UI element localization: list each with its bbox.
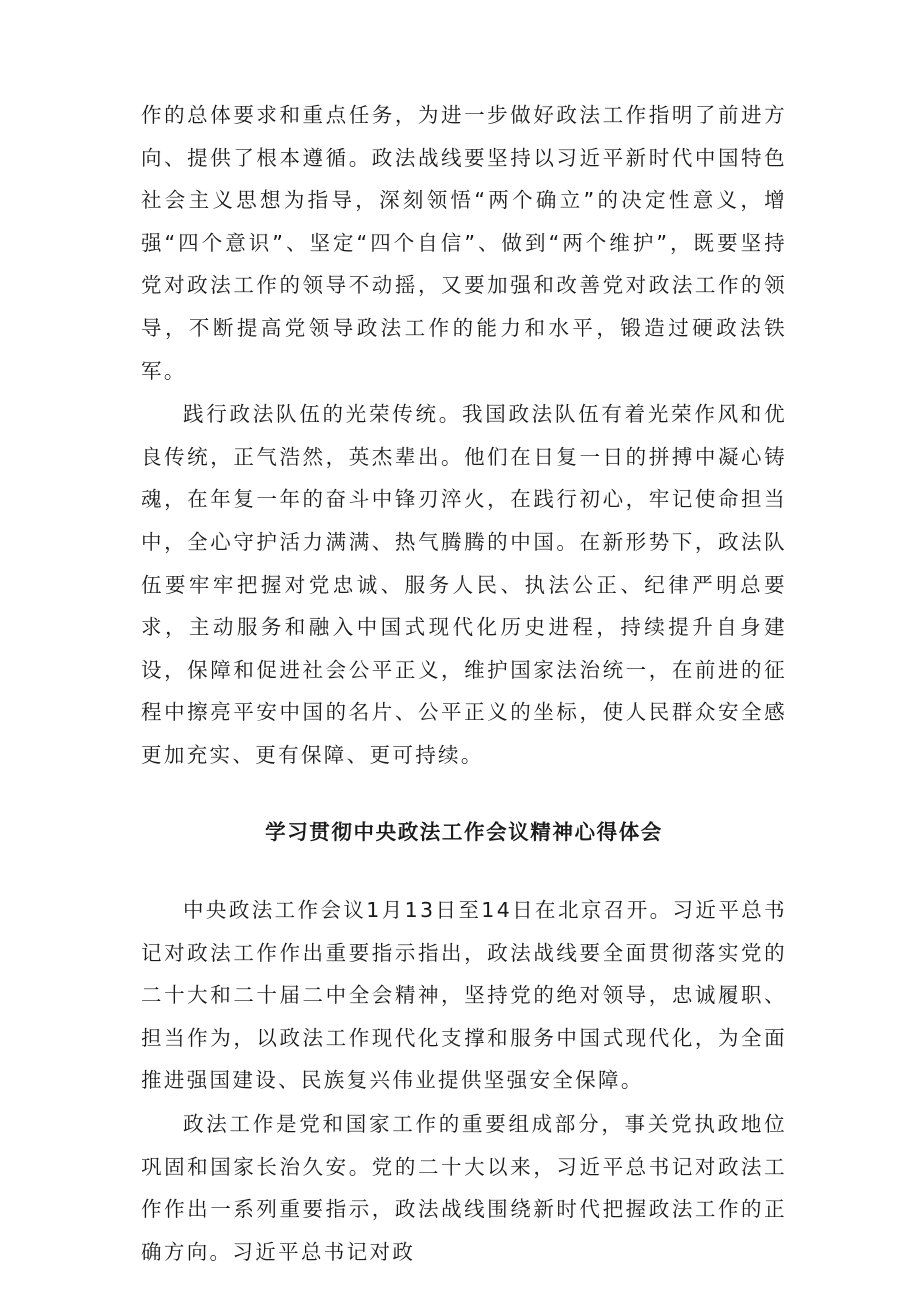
section-title: 学习贯彻中央政法工作会议精神心得体会 xyxy=(265,819,663,844)
paragraph-importance: 政法工作是党和国家工作的重要组成部分，事关党执政地位巩固和国家长治久安。党的二十大以来，习近平总书记对政法工作作出一系列重要指示，政法战线围绕新时代把握政法工作的正确方向。习近平总书记对政 xyxy=(141,1112,787,1264)
paragraph-tradition: 践行政法队伍的光荣传统。我国政法队伍有着光荣作风和优良传统，正气浩然，英杰辈出。他们在日复一日的拼搏中凝心铸魂，在年复一年的奋斗中锋刃淬火，在践行初心，牢记使命担当中，全心守护活力满满、热气腾腾的中国。在新形势下，政法队伍要牢牢把握对党忠诚、服务人民、执法公正、纪律严明总要求，主动服务和融入中国式现代化历史进程，持续提升自身建设，保障和促进社会公平正义，维护国家法治统一，在前进的征程中擦亮平安中国的名片、公平正义的坐标，使人民群众安全感更加充实、更有保障、更可持续。 xyxy=(141,402,787,767)
paragraph-meeting: 中央政法工作会议1月13日至14日在北京召开。习近平总书记对政法工作作出重要指示指出，政法战线要全面贯彻落实党的二十大和二十届二中全会精神，坚持党的绝对领导，忠诚履职、担当作为，以政法工作现代化支撑和服务中国式现代化，为全面推进强国建设、民族复兴伟业提供坚强安全保障。 xyxy=(141,898,787,1093)
paragraph-continued: 作的总体要求和重点任务，为进一步做好政法工作指明了前进方向、提供了根本遵循。政法战线要坚持以习近平新时代中国特色社会主义思想为指导，深刻领悟“两个确立”的决定性意义，增强“四个意识”、坚定“四个自信”、做到“两个维护”，既要坚持党对政法工作的领导不动摇，又要加强和改善党对政法工作的领导，不断提高党领导政法工作的能力和水平，锻造过硬政法铁军。 xyxy=(141,103,787,383)
document-page xyxy=(141,94,787,1273)
